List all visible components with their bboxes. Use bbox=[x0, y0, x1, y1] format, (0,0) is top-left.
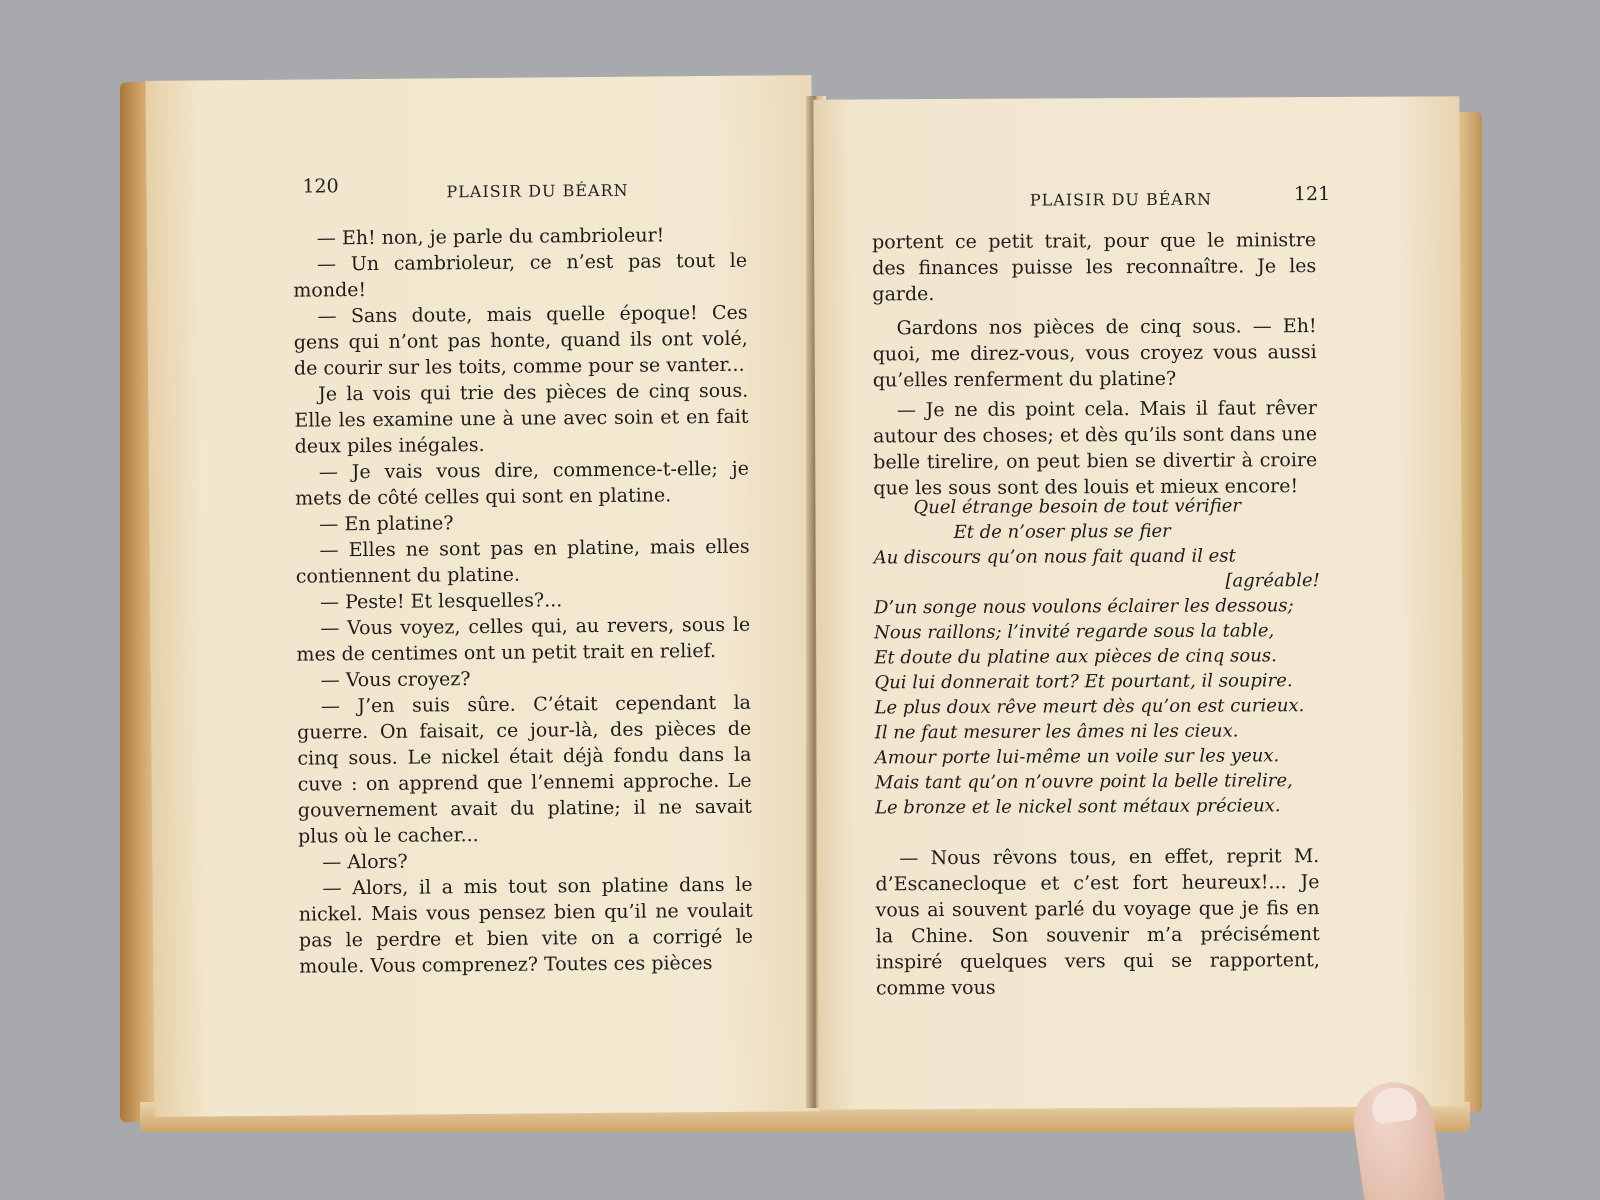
right-page-text-bottom bbox=[875, 843, 1320, 1001]
verse-line: Et doute du platine aux pièces de cinq sous. bbox=[874, 645, 1277, 669]
verse-line: Nous raillons; l’invité regarde sous la table, bbox=[874, 620, 1275, 644]
paragraph: portent ce petit trait, pour que le ministre des finances puisse les reconnaître. Je les garde. bbox=[872, 229, 1317, 306]
verse-line: Mais tant qu’on n’ouvre point la belle tirelire, bbox=[874, 770, 1293, 794]
left-page bbox=[145, 75, 820, 1117]
paragraph: — Alors? bbox=[322, 850, 408, 874]
paragraph: — En platine? bbox=[319, 512, 454, 536]
paragraph: — Alors, il a mis tout son platine dans le nickel. Mais vous pensez bien qu’il ne voulait pas le perdre et bien vite on a corrigé le moule. Vous comprenez? Toutes ces pièces bbox=[298, 873, 754, 978]
paragraph: — Vous croyez? bbox=[320, 668, 471, 692]
paragraph: — Sans doute, mais quelle époque! Ces gens qui n’ont pas honte, quand ils ont volé, de courir sur les toits, comme pour se vanter... bbox=[293, 301, 748, 380]
paragraph: — Un cambrioleur, ce n’est pas tout le monde! bbox=[293, 249, 748, 302]
verse-line: Quel étrange besoin de tout vérifier bbox=[913, 495, 1242, 519]
paragraph: — Nous rêvons tous, en effet, reprit M. d’Escanecloque et c’est fort heureux!... Je vous ai souvent parlé du voyage que je fis en la Chine. Son souvenir m’a précisément inspiré quelques vers qui se rapportent, comme vous bbox=[875, 845, 1320, 1000]
verse-line: [agréable! bbox=[1225, 570, 1320, 592]
left-page-text bbox=[293, 222, 754, 980]
right-running-head: PLAISIR DU BÉARN bbox=[1029, 189, 1213, 210]
verse-line: Au discours qu’on nous fait quand il est bbox=[873, 545, 1236, 569]
verse-line: Il ne faut mesurer les âmes ni les cieux. bbox=[874, 720, 1239, 744]
verse-line: Qui lui donnerait tort? Et pourtant, il soupire. bbox=[874, 670, 1293, 694]
paragraph: — Peste! Et lesquelles?... bbox=[319, 589, 563, 614]
left-page-number: 120 bbox=[302, 175, 339, 198]
paragraph: Gardons nos pièces de cinq sous. — Eh! quoi, me direz-vous, vous croyez vous aussi qu’elles renferment du platine? bbox=[872, 315, 1317, 392]
paragraph: Je la vois qui trie des pièces de cinq sous. Elle les examine une à une avec soin et en fait deux piles inégales. bbox=[294, 379, 749, 458]
verse-line: Et de n’oser plus se fier bbox=[953, 520, 1171, 543]
paragraph: — J’en suis sûre. C’était cependant la guerre. On faisait, ce jour-là, des pièces de cinq sous. Le nickel était déjà fondu dans la cuve : on apprend que l’ennemi approche. Le gouvernement avait du platine; il ne savait plus où le cacher... bbox=[297, 691, 752, 848]
left-running-head: PLAISIR DU BÉARN bbox=[446, 180, 629, 202]
verse-line: Amour porte lui-même un voile sur les yeux. bbox=[874, 745, 1280, 769]
poem bbox=[873, 493, 1321, 820]
right-page bbox=[813, 96, 1464, 1109]
right-page-text-top bbox=[872, 227, 1317, 501]
paragraph: — Je ne dis point cela. Mais il faut rêver autour des choses; et dès qu’ils sont dans une belle tirelire, on peut bien se divertir à croire que les sous sont des louis et mieux encore! bbox=[873, 397, 1318, 500]
verse-line: D’un songe nous voulons éclairer les dessous; bbox=[873, 595, 1294, 619]
paragraph: — Eh! non, je parle du cambrioleur! bbox=[316, 224, 665, 250]
paragraph: — Elles ne sont pas en platine, mais elles contiennent du platine. bbox=[295, 535, 750, 588]
verse-line: Le bronze et le nickel sont métaux précieux. bbox=[875, 795, 1281, 819]
right-page-number: 121 bbox=[1293, 182, 1331, 206]
verse-line: Le plus doux rêve meurt dès qu’on est curieux. bbox=[874, 695, 1305, 719]
paragraph: — Vous voyez, celles qui, au revers, sous le mes de centimes ont un petit trait en relief. bbox=[296, 613, 751, 666]
paragraph: — Je vais vous dire, commence-t-elle; je mets de côté celles qui sont en platine. bbox=[295, 457, 749, 510]
